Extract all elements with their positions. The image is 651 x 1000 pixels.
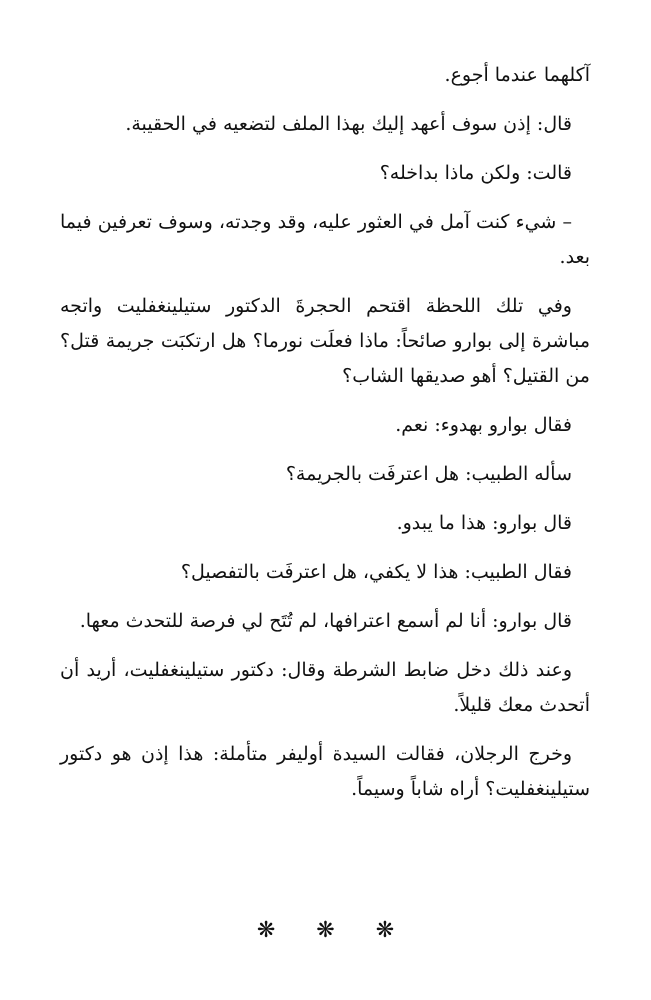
paragraph: آكلهما عندما أجوع.: [444, 64, 590, 86]
page-body: [60, 58, 590, 821]
paragraph: – شيء كنت آمل في العثور عليه، وقد وجدته، وسوف تعرفين فيما بعد.: [60, 211, 590, 268]
paragraph: قال بوارو: هذا ما يبدو.: [396, 512, 572, 534]
paragraph: فقال الطبيب: هذا لا يكفي، هل اعترفَت بالتفصيل؟: [180, 561, 572, 583]
paragraph: وعند ذلك دخل ضابط الشرطة وقال: دكتور ستيلينغفليت، أريد أن أتحدث معك قليلاً.: [60, 659, 590, 716]
asterism-ornament: ❋: [256, 918, 276, 943]
paragraph: قال: إذن سوف أعهد إليك بهذا الملف لتضعيه في الحقيبة.: [125, 113, 572, 135]
paragraph: وخرج الرجلان، فقالت السيدة أوليفر متأملة: هذا إذن هو دكتور ستيلينغفليت؟ أراه شاباً وسيماً.: [60, 743, 590, 800]
paragraph: قالت: ولكن ماذا بداخله؟: [379, 162, 572, 184]
paragraph: قال بوارو: أنا لم أسمع اعترافها، لم تُتَح لي فرصة للتحدث معها.: [79, 610, 572, 632]
paragraph: سأله الطبيب: هل اعترفَت بالجريمة؟: [285, 463, 572, 485]
paragraph: وفي تلك اللحظة اقتحم الحجرةَ الدكتور ستيلينغفليت واتجه مباشرة إلى بوارو صائحاً: ماذا فعلَت نورما؟ هل ارتكبَت جريمة قتل؟ من القتيل؟ أهو صديقها الشاب؟: [60, 295, 590, 387]
asterism-ornament: ❋: [375, 918, 395, 943]
section-separator: [0, 918, 651, 943]
paragraph: فقال بوارو بهدوء: نعم.: [395, 414, 572, 436]
asterism-ornament: ❋: [316, 918, 335, 943]
